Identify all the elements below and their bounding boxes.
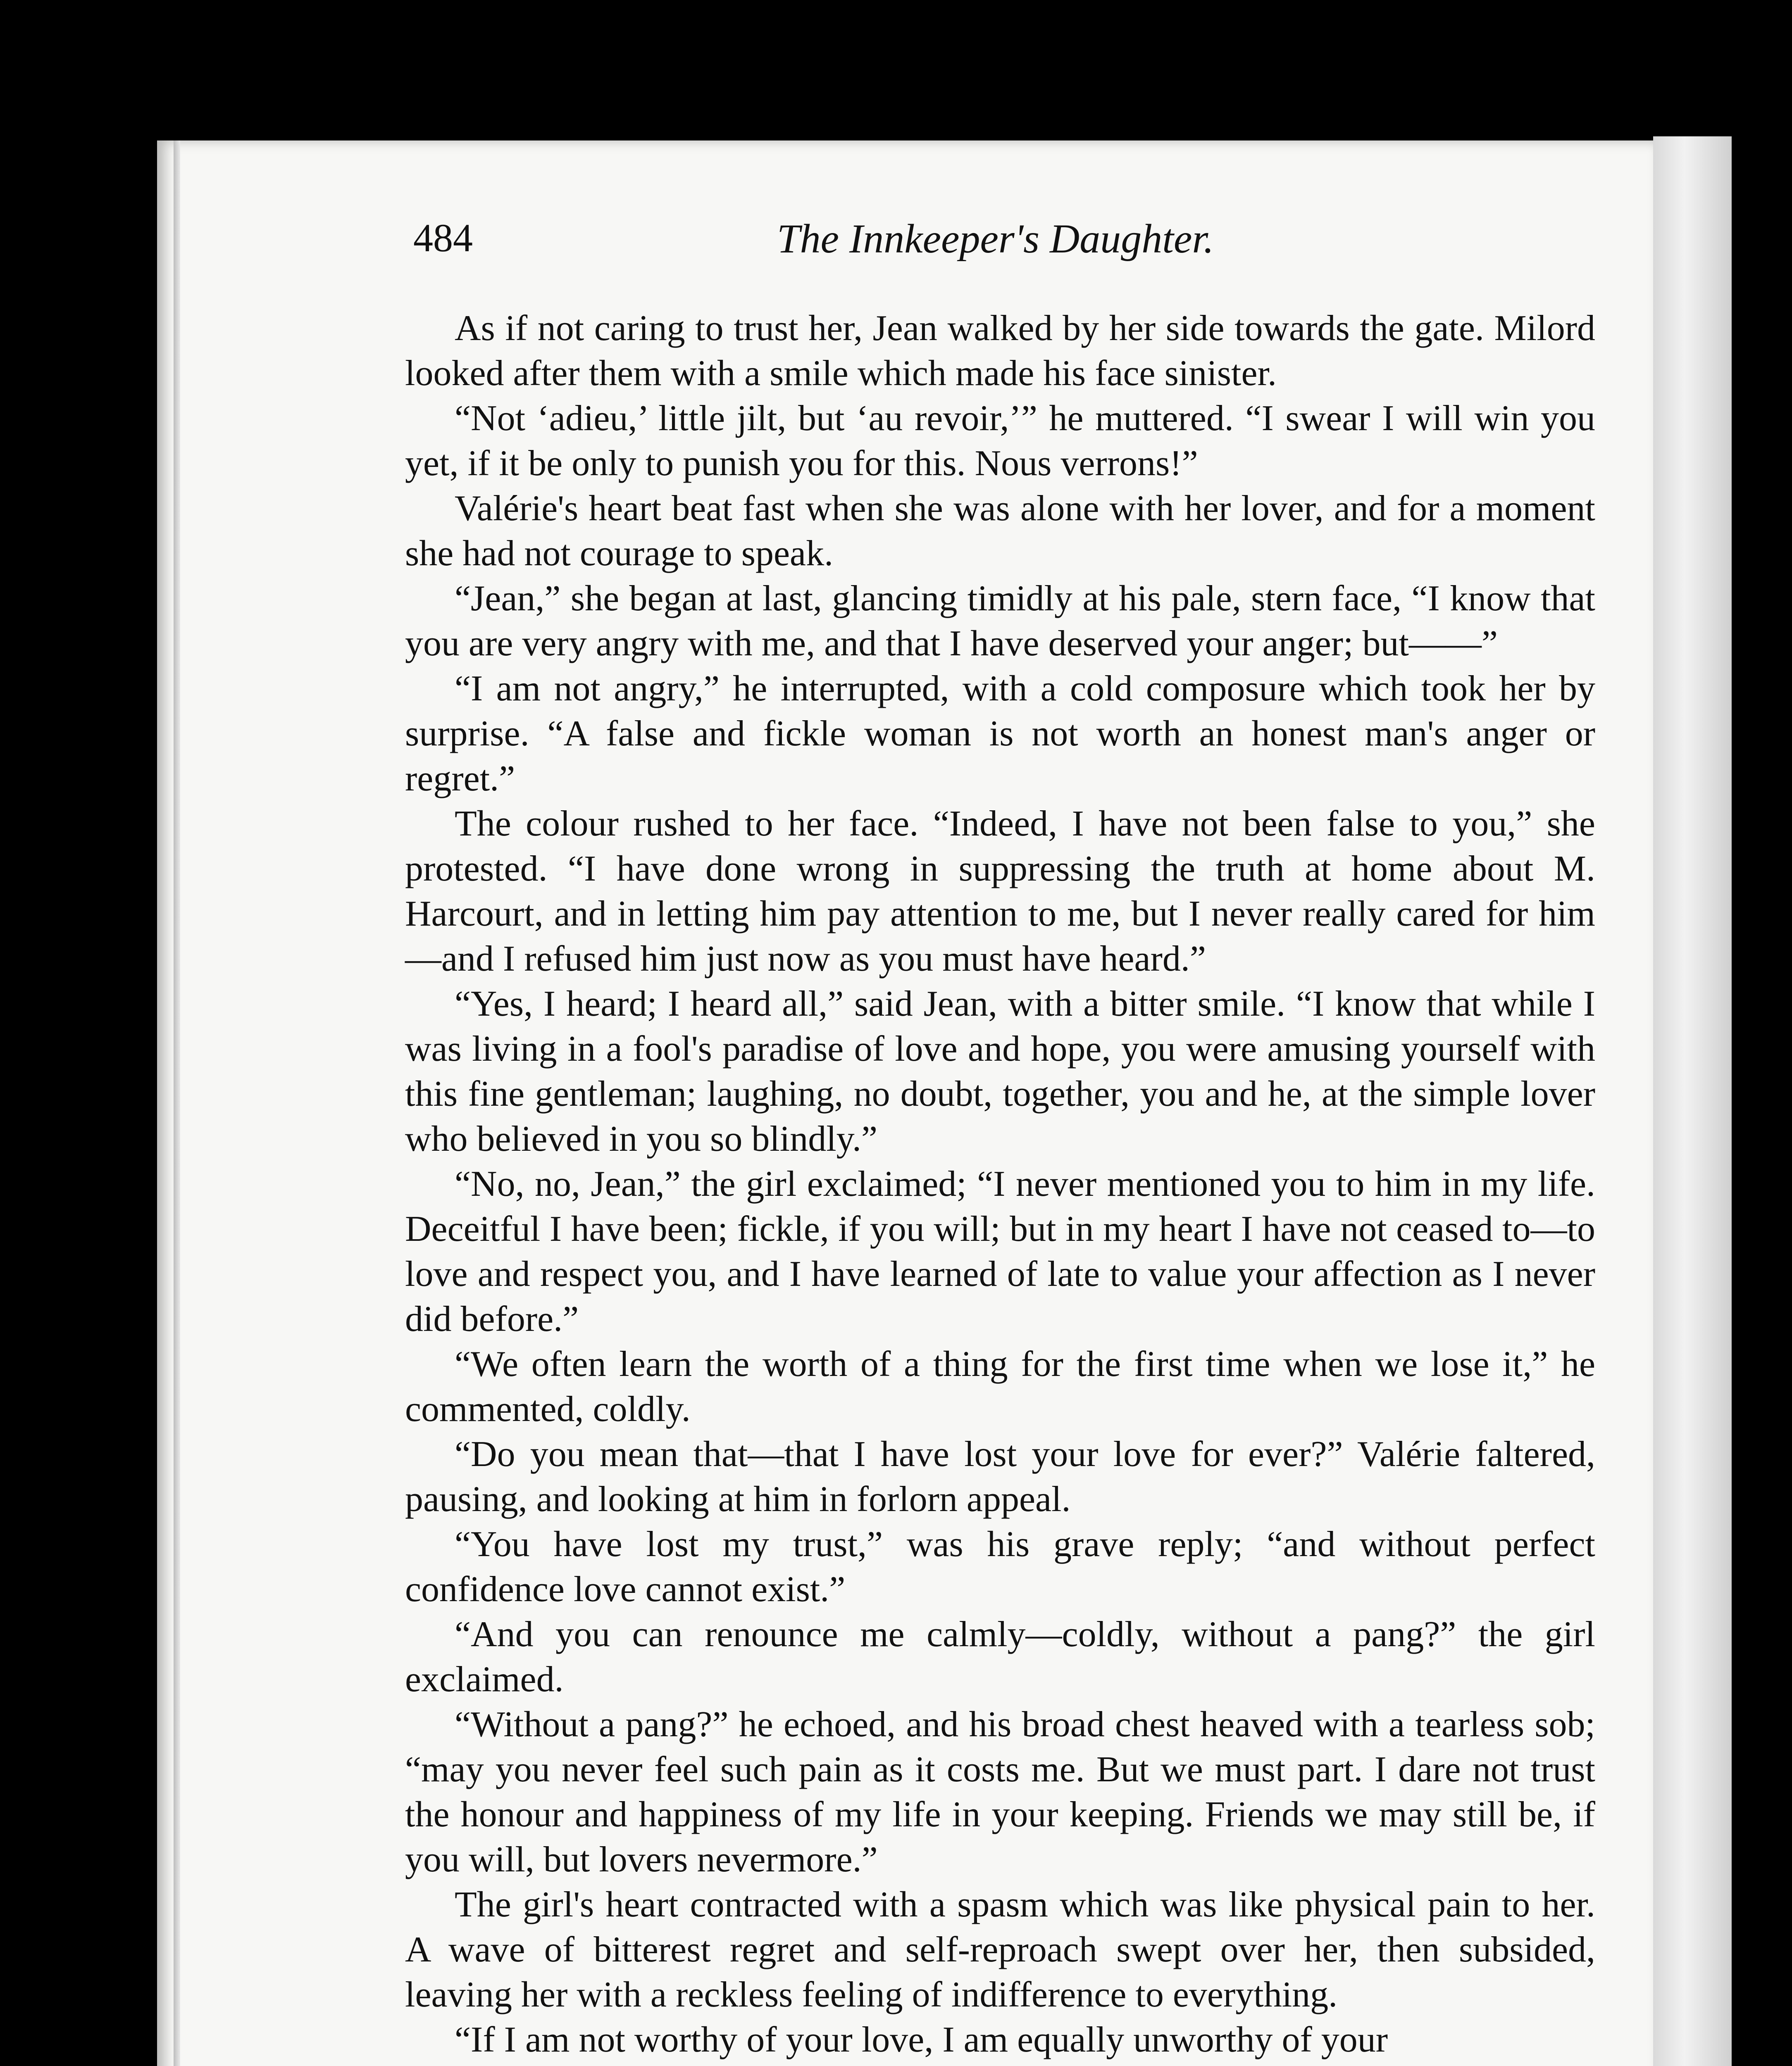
paragraph: “Do you mean that—that I have lost your love for ever?” Valérie faltered, pausing, and looking at him in forlorn appeal.: [405, 1434, 1595, 1519]
paragraph: “If I am not worthy of your love, I am equally unworthy of your: [455, 2020, 1388, 2060]
paragraph: The girl's heart contracted with a spasm which was like physical pain to her. A wave of bitterest regret and self-reproach swept over her, then subsided, leaving her with a reckless feeling of indifference to everything.: [405, 1885, 1595, 2015]
paragraph: “No, no, Jean,” the girl exclaimed; “I never mentioned you to him in my life. Deceitful I have been; fickle, if you will; but in my heart I have not ceased to—to love and respect you, and I have learned of late to value your affection as I never did before.”: [405, 1164, 1595, 1339]
paragraph: “Without a pang?” he echoed, and his broad chest heaved with a tearless sob; “may you never feel such pain as it costs me. But we must part. I dare not trust the honour and happiness of my life in your keeping. Friends we may still be, if you will, but lovers nevermore.”: [405, 1704, 1595, 1880]
paragraph: “We often learn the worth of a thing for the first time when we lose it,” he commented, coldly.: [405, 1344, 1595, 1429]
paragraph: The colour rushed to her face. “Indeed, I have not been false to you,” she protested. “I have done wrong in suppressing the truth at home about M. Harcourt, and in letting him pay attention to me, but I never really cared for him—and I refused him just now as you must have heard.”: [405, 804, 1595, 979]
page-number: 484: [413, 216, 473, 260]
paragraph: “Not ‘adieu,’ little jilt, but ‘au revoir,’” he muttered. “I swear I will win you yet, if it be only to punish you for this. Nous verrons!”: [405, 398, 1595, 483]
running-title: The Innkeeper's Daughter.: [777, 216, 1214, 262]
body-text: [405, 306, 1595, 2062]
paragraph: “You have lost my trust,” was his grave reply; “and without perfect confidence love cannot exist.”: [405, 1524, 1595, 1609]
paragraph: “Jean,” she began at last, glancing timidly at his pale, stern face, “I know that you are very angry with me, and that I have deserved your anger; but——”: [405, 578, 1595, 664]
paragraph: “I am not angry,” he interrupted, with a cold composure which took her by surprise. “A false and fickle woman is not worth an honest man's anger or regret.”: [405, 669, 1595, 799]
paragraph: “Yes, I heard; I heard all,” said Jean, with a bitter smile. “I know that while I was living in a fool's paradise of love and hope, you were amusing yourself with this fine gentleman; laughing, no doubt, together, you and he, at the simple lover who believed in you so blindly.”: [405, 984, 1595, 1159]
paragraph: “And you can renounce me calmly—coldly, without a pang?” the girl exclaimed.: [405, 1614, 1595, 1699]
page-edge: [1653, 136, 1732, 2066]
paragraph: Valérie's heart beat fast when she was alone with her lover, and for a moment she had not courage to speak.: [405, 488, 1595, 574]
page-header: [413, 215, 1595, 273]
paragraph: As if not caring to trust her, Jean walked by her side towards the gate. Milord looked after them with a smile which made his face sinister.: [405, 308, 1595, 393]
